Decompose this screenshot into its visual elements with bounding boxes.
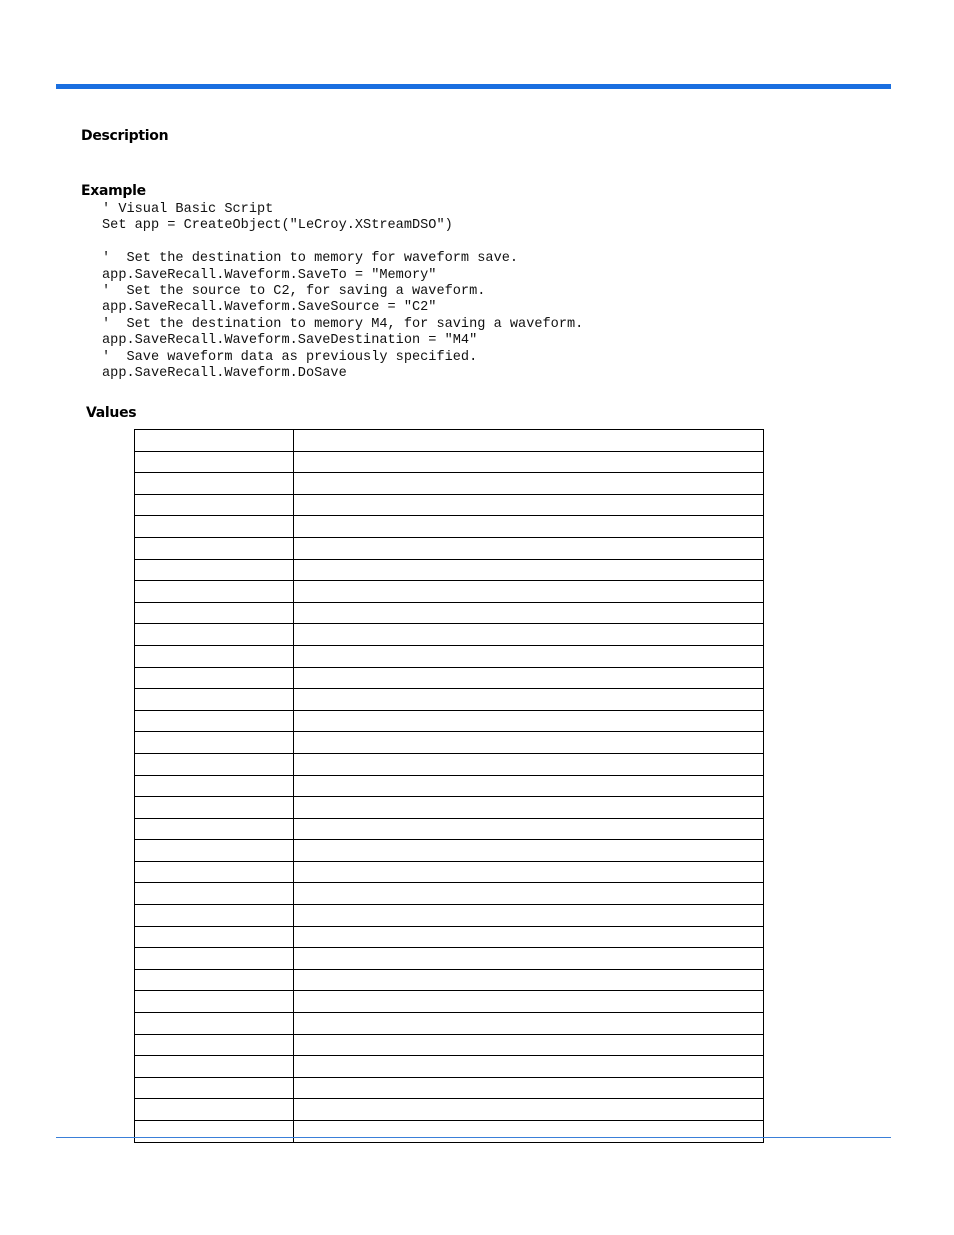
code-line: ' Set the destination to memory M4, for saving a waveform. <box>102 316 584 332</box>
description-cell <box>294 494 764 516</box>
code-line: ' Set the destination to memory for waveform save. <box>102 251 519 267</box>
description-cell <box>294 1056 764 1078</box>
table-row <box>135 602 764 624</box>
value-cell <box>135 537 294 559</box>
description-cell <box>294 732 764 754</box>
table-row <box>135 1099 764 1121</box>
table-row <box>135 861 764 883</box>
table-row <box>135 797 764 819</box>
table-row <box>135 1013 764 1035</box>
values-table-body <box>135 430 764 1143</box>
description-cell <box>294 775 764 797</box>
value-cell <box>135 991 294 1013</box>
description-cell <box>294 1121 764 1143</box>
value-cell <box>135 1034 294 1056</box>
description-cell <box>294 516 764 538</box>
table-row <box>135 1121 764 1143</box>
code-line: ' Save waveform data as previously specified. <box>102 349 478 365</box>
table-row <box>135 905 764 927</box>
table-row <box>135 645 764 667</box>
value-cell <box>135 969 294 991</box>
value-cell <box>135 1056 294 1078</box>
description-cell <box>294 753 764 775</box>
table-row <box>135 1077 764 1099</box>
code-line: ' Set the source to C2, for saving a waveform. <box>102 283 486 299</box>
value-cell <box>135 494 294 516</box>
header-rule <box>56 84 891 89</box>
table-row <box>135 430 764 452</box>
description-cell <box>294 689 764 711</box>
description-cell <box>294 1034 764 1056</box>
description-cell <box>294 818 764 840</box>
value-cell <box>135 430 294 452</box>
value-cell <box>135 689 294 711</box>
value-cell <box>135 451 294 473</box>
table-row <box>135 969 764 991</box>
description-cell <box>294 1077 764 1099</box>
table-row <box>135 624 764 646</box>
description-cell <box>294 861 764 883</box>
value-cell <box>135 667 294 689</box>
value-cell <box>135 818 294 840</box>
description-cell <box>294 451 764 473</box>
description-cell <box>294 883 764 905</box>
value-cell <box>135 926 294 948</box>
table-row <box>135 473 764 495</box>
table-row <box>135 775 764 797</box>
value-cell <box>135 559 294 581</box>
description-cell <box>294 645 764 667</box>
value-cell <box>135 1121 294 1143</box>
table-row <box>135 710 764 732</box>
code-line <box>102 235 583 251</box>
description-cell <box>294 991 764 1013</box>
table-row <box>135 753 764 775</box>
value-cell <box>135 1077 294 1099</box>
table-row <box>135 667 764 689</box>
table-row <box>135 516 764 538</box>
description-cell <box>294 840 764 862</box>
description-cell <box>294 559 764 581</box>
example-heading: Example <box>81 183 146 199</box>
description-cell <box>294 1099 764 1121</box>
code-line: app.SaveRecall.Waveform.SaveDestination = "M4" <box>102 333 478 349</box>
table-row <box>135 991 764 1013</box>
value-cell <box>135 948 294 970</box>
value-cell <box>135 861 294 883</box>
description-cell <box>294 430 764 452</box>
table-row <box>135 537 764 559</box>
table-row <box>135 1034 764 1056</box>
description-cell <box>294 473 764 495</box>
description-cell <box>294 667 764 689</box>
table-row <box>135 581 764 603</box>
description-cell <box>294 537 764 559</box>
description-cell <box>294 926 764 948</box>
values-table <box>134 429 764 1143</box>
value-cell <box>135 840 294 862</box>
description-cell <box>294 948 764 970</box>
value-cell <box>135 775 294 797</box>
table-row <box>135 451 764 473</box>
value-cell <box>135 753 294 775</box>
value-cell <box>135 602 294 624</box>
description-cell <box>294 905 764 927</box>
code-line: Set app = CreateObject("LeCroy.XStreamDSO") <box>102 218 453 234</box>
value-cell <box>135 905 294 927</box>
table-row <box>135 840 764 862</box>
description-cell <box>294 581 764 603</box>
value-cell <box>135 883 294 905</box>
table-row <box>135 948 764 970</box>
description-cell <box>294 602 764 624</box>
code-example <box>102 202 583 382</box>
values-heading: Values <box>86 405 137 421</box>
table-row <box>135 818 764 840</box>
table-row <box>135 883 764 905</box>
code-line: app.SaveRecall.Waveform.DoSave <box>102 365 347 381</box>
value-cell <box>135 645 294 667</box>
table-row <box>135 1056 764 1078</box>
value-cell <box>135 581 294 603</box>
value-cell <box>135 1013 294 1035</box>
value-cell <box>135 797 294 819</box>
description-cell <box>294 969 764 991</box>
table-row <box>135 689 764 711</box>
code-line: app.SaveRecall.Waveform.SaveSource = "C2" <box>102 300 437 316</box>
table-row <box>135 732 764 754</box>
table-row <box>135 494 764 516</box>
description-cell <box>294 710 764 732</box>
value-cell <box>135 516 294 538</box>
description-cell <box>294 1013 764 1035</box>
table-row <box>135 926 764 948</box>
value-cell <box>135 473 294 495</box>
description-heading: Description <box>81 128 169 144</box>
description-cell <box>294 624 764 646</box>
code-line: app.SaveRecall.Waveform.SaveTo = "Memory" <box>102 267 437 283</box>
value-cell <box>135 710 294 732</box>
code-line: ' Visual Basic Script <box>102 202 274 217</box>
value-cell <box>135 732 294 754</box>
table-row <box>135 559 764 581</box>
footer-rule <box>56 1137 891 1138</box>
value-cell <box>135 624 294 646</box>
description-cell <box>294 797 764 819</box>
value-cell <box>135 1099 294 1121</box>
